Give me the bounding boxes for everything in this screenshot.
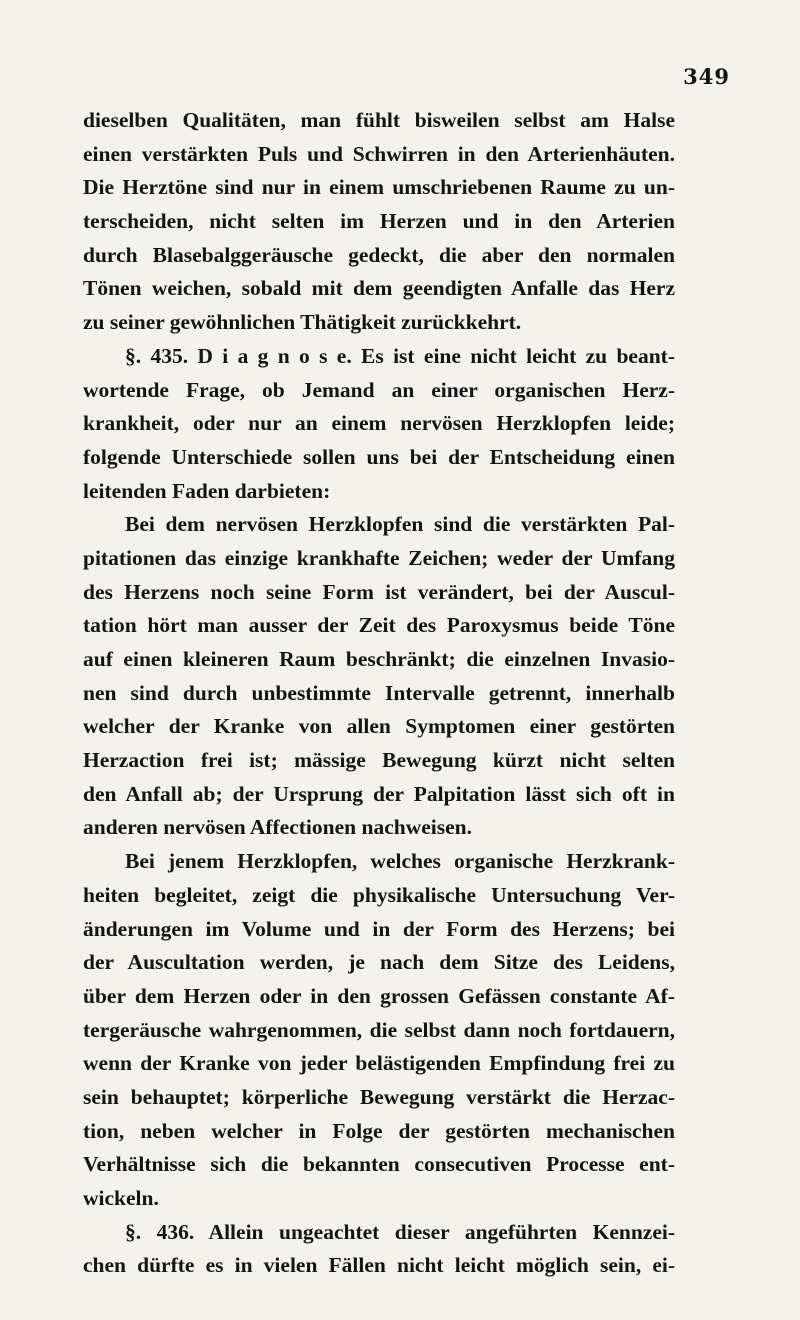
text-line: dieselben Qualitäten, man fühlt bisweilen selbst am Halse xyxy=(83,108,675,132)
text-line: heiten begleitet, zeigt die physikalische Untersuchung Ver- xyxy=(83,882,675,907)
text-line: sein behauptet; körperliche Bewegung verstärkt die Herzac- xyxy=(83,1084,675,1109)
text-line: Bei dem nervösen Herzklopfen sind die verstärkten Pal- xyxy=(125,512,675,537)
page-number: 349 xyxy=(683,64,730,89)
text-line: Verhältnisse sich die bekannten consecutiven Processe ent- xyxy=(83,1152,675,1177)
text-line: leitenden Faden darbieten: xyxy=(83,478,331,503)
text-line: welcher der Kranke von allen Symptomen einer gestörten xyxy=(83,714,675,739)
text-line: tergeräusche wahrgenommen, die selbst dann noch fortdauern, xyxy=(83,1017,675,1042)
text-line: pitationen das einzige krankhafte Zeichen; weder der Umfang xyxy=(83,545,675,570)
text-line: den Anfall ab; der Ursprung der Palpitation lässt sich oft in xyxy=(83,781,675,806)
text-line: Tönen weichen, sobald mit dem geendigten Anfalle das Herz xyxy=(83,276,675,301)
text-line: änderungen im Volume und in der Form des Herzens; bei xyxy=(83,916,675,941)
text-line: auf einen kleineren Raum beschränkt; die einzelnen Invasio- xyxy=(83,647,675,671)
body-text xyxy=(83,104,675,1283)
text-line: wickeln. xyxy=(83,1186,159,1210)
text-line: chen dürfte es in vielen Fällen nicht leicht möglich sein, ei- xyxy=(83,1253,675,1278)
section-heading-line: §. 436. Allein ungeachtet dieser angeführten Kennzei- xyxy=(125,1219,675,1244)
section-heading-line: §. 435. D i a g n o s e. Es ist eine nicht leicht zu beant- xyxy=(125,343,675,368)
text-line: des Herzens noch seine Form ist verändert, bei der Auscul- xyxy=(83,579,675,604)
text-line: einen verstärkten Puls und Schwirren in den Arterienhäuten. xyxy=(83,141,675,166)
text-line: über dem Herzen oder in den grossen Gefässen constante Af- xyxy=(83,983,675,1008)
text-line: Bei jenem Herzklopfen, welches organische Herzkrank- xyxy=(125,849,675,874)
text-line: der Auscultation werden, je nach dem Sitze des Leidens, xyxy=(83,950,675,975)
text-line: terscheiden, nicht selten im Herzen und in den Arterien xyxy=(83,209,675,234)
text-line: wortende Frage, ob Jemand an einer organischen Herz- xyxy=(83,377,675,402)
text-line: durch Blasebalggeräusche gedeckt, die aber den normalen xyxy=(83,242,675,267)
text-line: zu seiner gewöhnlichen Thätigkeit zurückkehrt. xyxy=(83,310,522,335)
text-line: krankheit, oder nur an einem nervösen Herzklopfen leide; xyxy=(83,411,675,436)
text-line: Die Herztöne sind nur in einem umschriebenen Raume zu un- xyxy=(83,175,675,200)
text-line: folgende Unterschiede sollen uns bei der Entscheidung einen xyxy=(83,444,675,469)
text-line: Herzaction frei ist; mässige Bewegung kürzt nicht selten xyxy=(83,748,675,773)
text-line: tation hört man ausser der Zeit des Paroxysmus beide Töne xyxy=(83,613,675,638)
text-line: nen sind durch unbestimmte Intervalle getrennt, innerhalb xyxy=(83,680,675,705)
text-line: anderen nervösen Affectionen nachweisen. xyxy=(83,815,472,840)
text-line: tion, neben welcher in Folge der gestörten mechanischen xyxy=(83,1118,675,1143)
text-line: wenn der Kranke von jeder belästigenden Empfindung frei zu xyxy=(83,1051,675,1076)
